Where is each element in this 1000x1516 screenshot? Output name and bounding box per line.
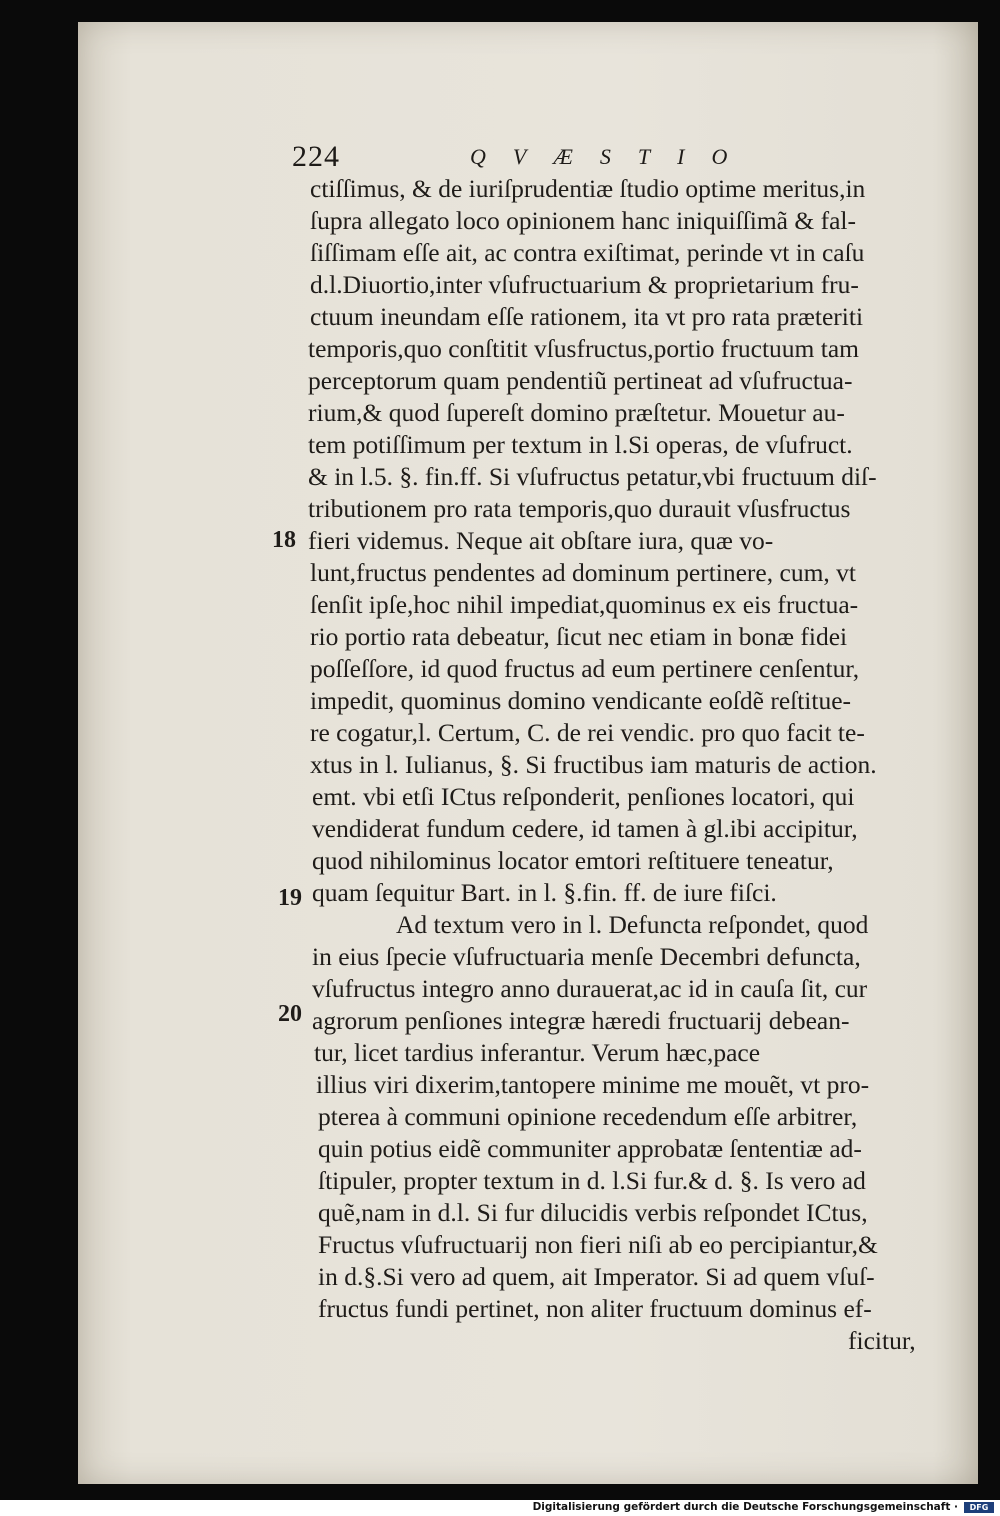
margin-note-number: 19 xyxy=(278,885,302,911)
text-line: vſufructus integro anno durauerat,ac id in cauſa ſit, cur xyxy=(312,974,868,1003)
text-line: illius viri dixerim,tantopere minime me mouẽt, vt pro- xyxy=(316,1070,870,1099)
text-line: quam ſequitur Bart. in l. §.fin. ff. de iure fiſci. xyxy=(312,878,777,907)
text-line: d.l.Diuortio,inter vſufructuarium & proprietarium fru- xyxy=(310,270,859,299)
text-line: rium,& quod ſupereſt domino præſtetur. Mouetur au- xyxy=(308,398,845,427)
text-line: ctiſſimus, & de iuriſprudentiæ ſtudio optime meritus,in xyxy=(310,174,866,203)
text-line: ſtipuler, propter textum in d. l.Si fur.& d. §. Is vero ad xyxy=(318,1166,866,1195)
footer-bar xyxy=(0,1500,1000,1516)
text-line: re cogatur,l. Certum, C. de rei vendic. pro quo facit te- xyxy=(310,718,865,747)
text-line: agrorum penſiones integræ hæredi fructuarij debean- xyxy=(312,1006,850,1035)
text-line: vendiderat fundum cedere, id tamen à gl.ibi accipitur, xyxy=(312,814,858,843)
page-number: 224 xyxy=(292,140,340,173)
text-line: poſſeſſore, id quod fructus ad eum pertinere cenſentur, xyxy=(310,654,860,683)
text-line: impedit, quominus domino vendicante eoſdẽ reſtitue- xyxy=(310,686,852,715)
text-line: ctuum ineundam eſſe rationem, ita vt pro rata præteriti xyxy=(310,302,864,331)
text-line: ſiſſimam eſſe ait, ac contra exiſtimat, perinde vt in caſu xyxy=(310,238,865,267)
text-line: tur, licet tardius inferantur. Verum hæc,pace xyxy=(314,1038,761,1067)
text-line: in eius ſpecie vſufructuaria menſe Decembri defuncta, xyxy=(312,942,861,971)
text-line: xtus in l. Iulianus, §. Si fructibus iam maturis de action. xyxy=(310,750,877,779)
text-line: quin potius eidẽ communiter approbatæ ſententiæ ad- xyxy=(318,1134,862,1163)
text-line: lunt,fructus pendentes ad dominum pertinere, cum, vt xyxy=(310,558,856,587)
text-line: in d.§.Si vero ad quem, ait Imperator. Si ad quem vſuſ- xyxy=(318,1262,875,1291)
text-line: perceptorum quam pendentiũ pertineat ad vſufructua- xyxy=(308,366,853,395)
text-line: fieri videmus. Neque ait obſtare iura, quæ vo- xyxy=(308,526,774,555)
dfg-logo: DFG xyxy=(964,1502,994,1513)
text-line: & in l.5. §. fin.ff. Si vſufructus petatur,vbi fructuum diſ- xyxy=(308,462,877,491)
text-line: fructus fundi pertinet, non aliter fructuum dominus ef- xyxy=(318,1294,872,1323)
text-line: tributionem pro rata temporis,quo durauit vſusfructus xyxy=(308,494,851,523)
text-line: tem potiſſimum per textum in l.Si operas, de vſufruct. xyxy=(308,430,853,459)
text-line: quẽ,nam in d.l. Si fur dilucidis verbis reſpondet ICtus, xyxy=(318,1198,868,1227)
text-line: Fructus vſufructuarij non fieri niſi ab eo percipiantur,& xyxy=(318,1230,878,1259)
text-line: quod nihilominus locator emtori reſtituere teneatur, xyxy=(312,846,834,875)
margin-note-number: 20 xyxy=(278,1001,302,1027)
running-head: QVÆSTIO xyxy=(470,144,755,169)
text-line: ficitur, xyxy=(848,1326,916,1355)
text-line: Ad textum vero in l. Defuncta reſpondet, quod xyxy=(396,910,869,939)
text-line: temporis,quo conſtitit vſusfructus,portio fructuum tam xyxy=(308,334,860,363)
margin-note-number: 18 xyxy=(272,527,296,553)
text-line: ſenſit ipſe,hoc nihil impediat,quominus ex eis fructua- xyxy=(310,590,859,619)
text-line: pterea à communi opinione recedendum eſſe arbitrer, xyxy=(318,1102,858,1131)
text-line: ſupra allegato loco opinionem hanc iniquiſſimã & fal- xyxy=(310,206,856,235)
funding-credit: Digitalisierung gefördert durch die Deutsche Forschungsgemeinschaft · xyxy=(532,1501,958,1513)
text-line: rio portio rata debeatur, ſicut nec etiam in bonæ fidei xyxy=(310,622,848,651)
text-line: emt. vbi etſi ICtus reſponderit, penſiones locatori, qui xyxy=(312,782,855,811)
